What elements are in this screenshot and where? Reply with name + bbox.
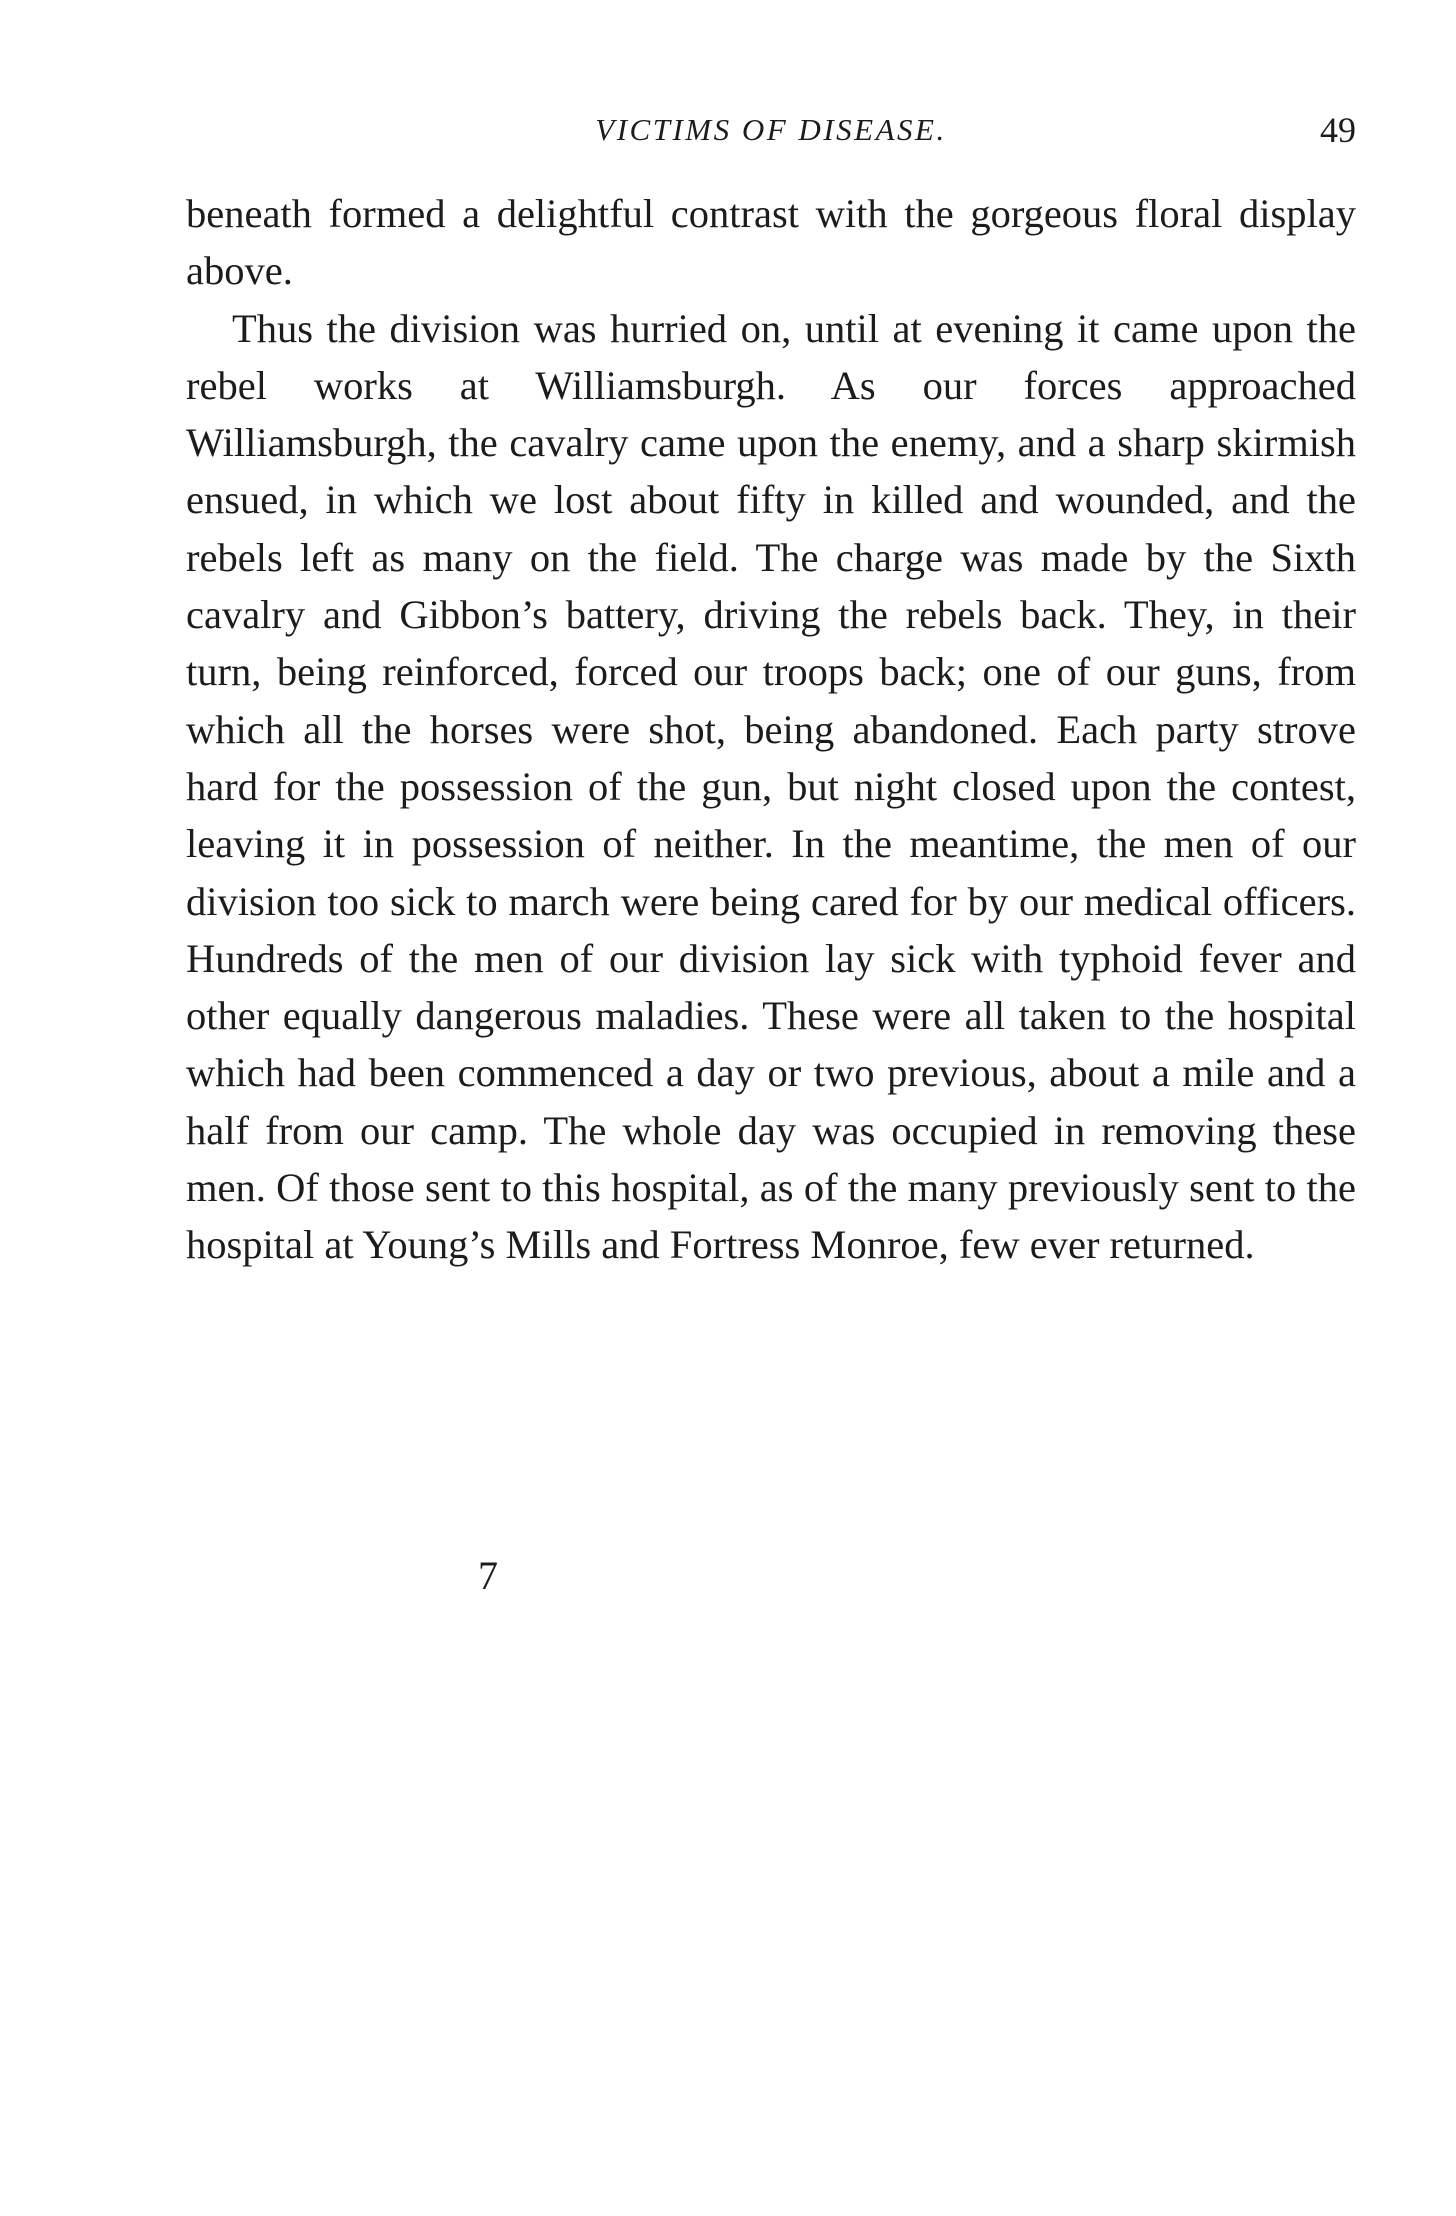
- paragraph-continued: beneath formed a delightful contrast with the gorgeous floral display above.: [186, 191, 1356, 294]
- page-number: 49: [1320, 110, 1356, 150]
- body-text: [186, 185, 1356, 1274]
- signature-mark: 7: [478, 1553, 498, 1598]
- running-title: VICTIMS OF DISEASE.: [595, 112, 947, 147]
- running-head: [186, 100, 1356, 160]
- paragraph: Thus the division was hurried on, until at evening it came upon the rebel works at Williamsburgh. As our forces approached Williamsburgh, the cavalry came upon the enemy, and a sharp skirmish ensued, in which we lost about fifty in killed and wounded, and the rebels left as many on the field. The charge was made by the Sixth cavalry and Gibbon’s battery, driving the rebels back. They, in their turn, being reinforced, forced our troops back; one of our guns, from which all the horses were shot, being abandoned. Each party strove hard for the possession of the gun, but night closed upon the contest, leaving it in possession of neither. In the meantime, the men of our division too sick to march were being cared for by our medical officers. Hundreds of the men of our division lay sick with typhoid fever and other equally dangerous maladies. These were all taken to the hospital which had been commenced a day or two previous, about a mile and a half from our camp. The whole day was occupied in removing these men. Of those sent to this hospital, as of the many previously sent to the hospital at Young’s Mills and Fortress Monroe, few ever returned.: [186, 305, 1356, 1268]
